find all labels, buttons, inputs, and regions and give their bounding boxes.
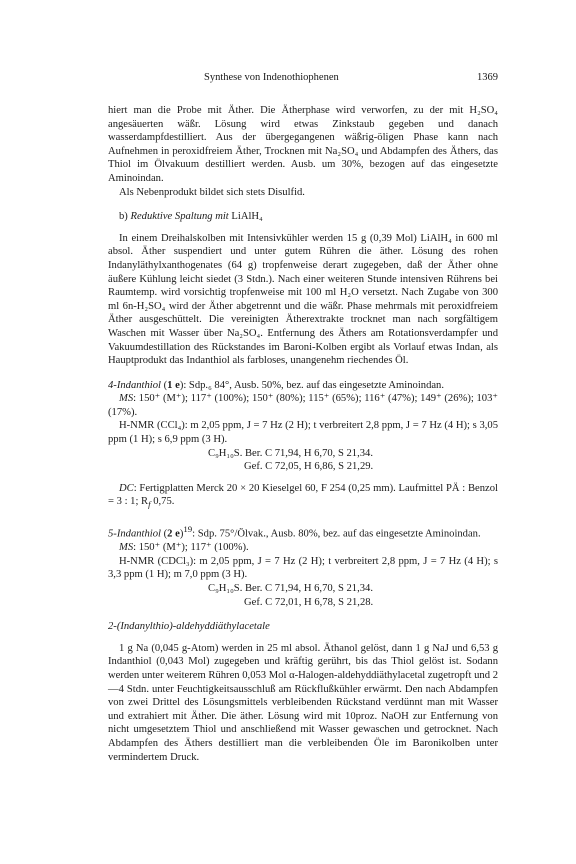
body-text (108, 104, 498, 764)
section-heading-b (108, 210, 498, 224)
compound-5-ref: 2 e (167, 528, 180, 540)
compound-4-ref: 1 e (167, 379, 180, 391)
compound-4-found: Gef. C 72,05, H 6,86, S 21,29. (244, 461, 374, 473)
compound-5-nmr: H-NMR (CDCl₃): m 2,05 ppm, J = 7 Hz (2 H); t verbreitert 2,8 ppm, J = 7 Hz (4 H); s 3,3 ppm (1 H); m 7,0 ppm (3 H). (108, 555, 498, 581)
tlc-text: : Fertigplatten Merck 20 × 20 Kieselgel 60, F 254 (0,25 mm). Laufmittel PÄ : Benzol = 3 : 1; R (108, 482, 498, 508)
running-header (108, 72, 498, 83)
section-b-reagent: LiAlH₄ (228, 211, 263, 223)
section-b-title: Reduktive Spaltung mit (130, 211, 229, 223)
tlc-label: DC (119, 482, 134, 494)
compound-5-ms (108, 541, 498, 555)
compound-4-ms-label: MS (119, 393, 134, 405)
paragraph-byproduct: Als Nebenprodukt bildet sich stets Disulfid. (119, 186, 305, 198)
running-title: Synthese von Indenothiophenen (204, 72, 339, 83)
compound-5-found: Gef. C 72,01, H 6,78, S 21,28. (244, 596, 374, 608)
compound-5-citation: 19 (183, 524, 193, 535)
compound-4-indanthiol: 4-Indanthiol (1 e): Sdp.₆ 84°, Ausb. 50%, bez. auf das eingesetzte Aminoindan. (108, 379, 445, 391)
compound-4-props: : Sdp.₆ 84°, Ausb. 50%, bez. auf das eingesetzte Aminoindan. (183, 379, 445, 391)
compound-4-calc: C₉H₁₀S. Ber. C 71,94, H 6,70, S 21,34. (208, 447, 373, 459)
compound-5-props: : Sdp. 75°/Ölvak., Ausb. 80%, bez. auf das eingesetzte Aminoindan. (192, 528, 481, 540)
compound-4-ms (108, 392, 498, 419)
section-b-label: b) (119, 211, 131, 223)
compound-5-calc: C₉H₁₀S. Ber. C 71,94, H 6,70, S 21,34. (208, 583, 373, 595)
paragraph-acetal-procedure: 1 g Na (0,045 g-Atom) werden in 25 ml absol. Äthanol gelöst, dann 1 g NaJ und 6,53 g Indanthiol (0,043 Mol) zugegeben und kräftig gerührt, bis das Thiol gelöst ist. Sodann werden unter weiterem Rühren 0,053 Mol α-Halogen-aldehyddiäthylacetal zugetropft und 2—4 Stdn. unter Feuchtigkeitsausschluß am Rückflußkühler erwärmt. Den nach Abdampfen von zwei Drittel des Lösungsmittels verbleibenden Rückstand verdünnt man mit Wasser und extrahiert mit Äther. Die äther. Lösung wird mit 10proz. NaOH zur Entfernung von nicht umgesetztem Thiol und anschließend mit Wasser gewaschen und getrocknet. Nach Abdampfen des Äthers destilliert man die verbleibenden Öle im Baronikolben unter vermindertem Druck. (108, 642, 498, 763)
tlc-rf-value: 0,75. (150, 496, 175, 508)
compound-5-ms-label: MS (119, 542, 134, 554)
paragraph-continuation: hiert man die Probe mit Äther. Die Ätherphase wird verworfen, zu der mit H₂SO₄ angesäuerten wäßr. Lösung wird etwas Zinkstaub gegeben und danach wasserdampfdestilliert. Aus der übergegangenen wäßrig-öligen Phase kann nach Aufnehmen in peroxidfreiem Äther, Trocknen mit Na₂SO₄ und Abdampfen des Äthers, das Thiol im Ölvakuum destilliert werden. Ausb. um 30%, bezogen auf das eingesetzte Aminoindan. (108, 105, 498, 184)
compound-5-ms-values: : 150⁺ (M⁺); 117⁺ (100%). (133, 542, 249, 554)
compound-4-name: 4-Indanthiol (108, 379, 161, 391)
compound-5-name: 5-Indanthiol (108, 528, 161, 540)
paragraph-procedure-b: In einem Dreihalskolben mit Intensivkühler werden 15 g (0,39 Mol) LiAlH₄ in 600 ml absol. Äther suspendiert und unter gutem Rühren die äther. Lösung des rohen Indanyläthylxanthogenates (64 g) tropfenweise derart zugegeben, daß der Äther ohne äußere Kühlung leicht siedet (3 Stdn.). Nach einer weiteren Stunde intensiven Rührens bei Raumtemp. wird vorsichtig tropfenweise mit 100 ml H₂O versetzt. Nach Zugabe von 300 ml 6n-H₂SO₄ wird der Äther abgetrennt und die wäßr. Phase mehrmals mit peroxidfreiem Äther ausgeschüttelt. Die vereinigten Ätherextrakte trocknet man nach sorgfältigem Waschen mit Wasser über Na₂SO₄. Entfernung des Äthers am Rotationsverdampfer und Vakuumdestillation des Rückstandes im Baroni-Kolben ergibt als Vorlauf etwas Indan, als Hauptprodukt das Indanthiol als farbloses, unangenehm riechendes Öl. (108, 232, 498, 367)
section-heading-acetal (108, 620, 498, 634)
compound-4-nmr: H-NMR (CCl₄): m 2,05 ppm, J = 7 Hz (2 H); t verbreitert 2,8 ppm, J = 7 Hz (4 H); s 3,05 ppm (1 H); s 6,9 ppm (3 H). (108, 420, 498, 446)
compound-5-indanthiol: 5-Indanthiol (2 e)$^{19}$: Sdp. 75°/Ölvak., Ausb. 80%, bez. auf das eingesetzte Aminoindan. (108, 524, 481, 540)
compound-4-ms-values: : 150⁺ (M⁺); 117⁺ (100%); 150⁺ (80%); 115⁺ (65%); 116⁺ (47%); 149⁺ (26%); 103⁺ (17%). (108, 393, 498, 418)
section-acetal-title: 2-(Indanylthio)-aldehyddiäthylacetale (108, 621, 270, 633)
tlc-conditions (108, 482, 498, 512)
tlc-rf-sub: f (148, 499, 151, 510)
page-number: 1369 (477, 72, 498, 83)
